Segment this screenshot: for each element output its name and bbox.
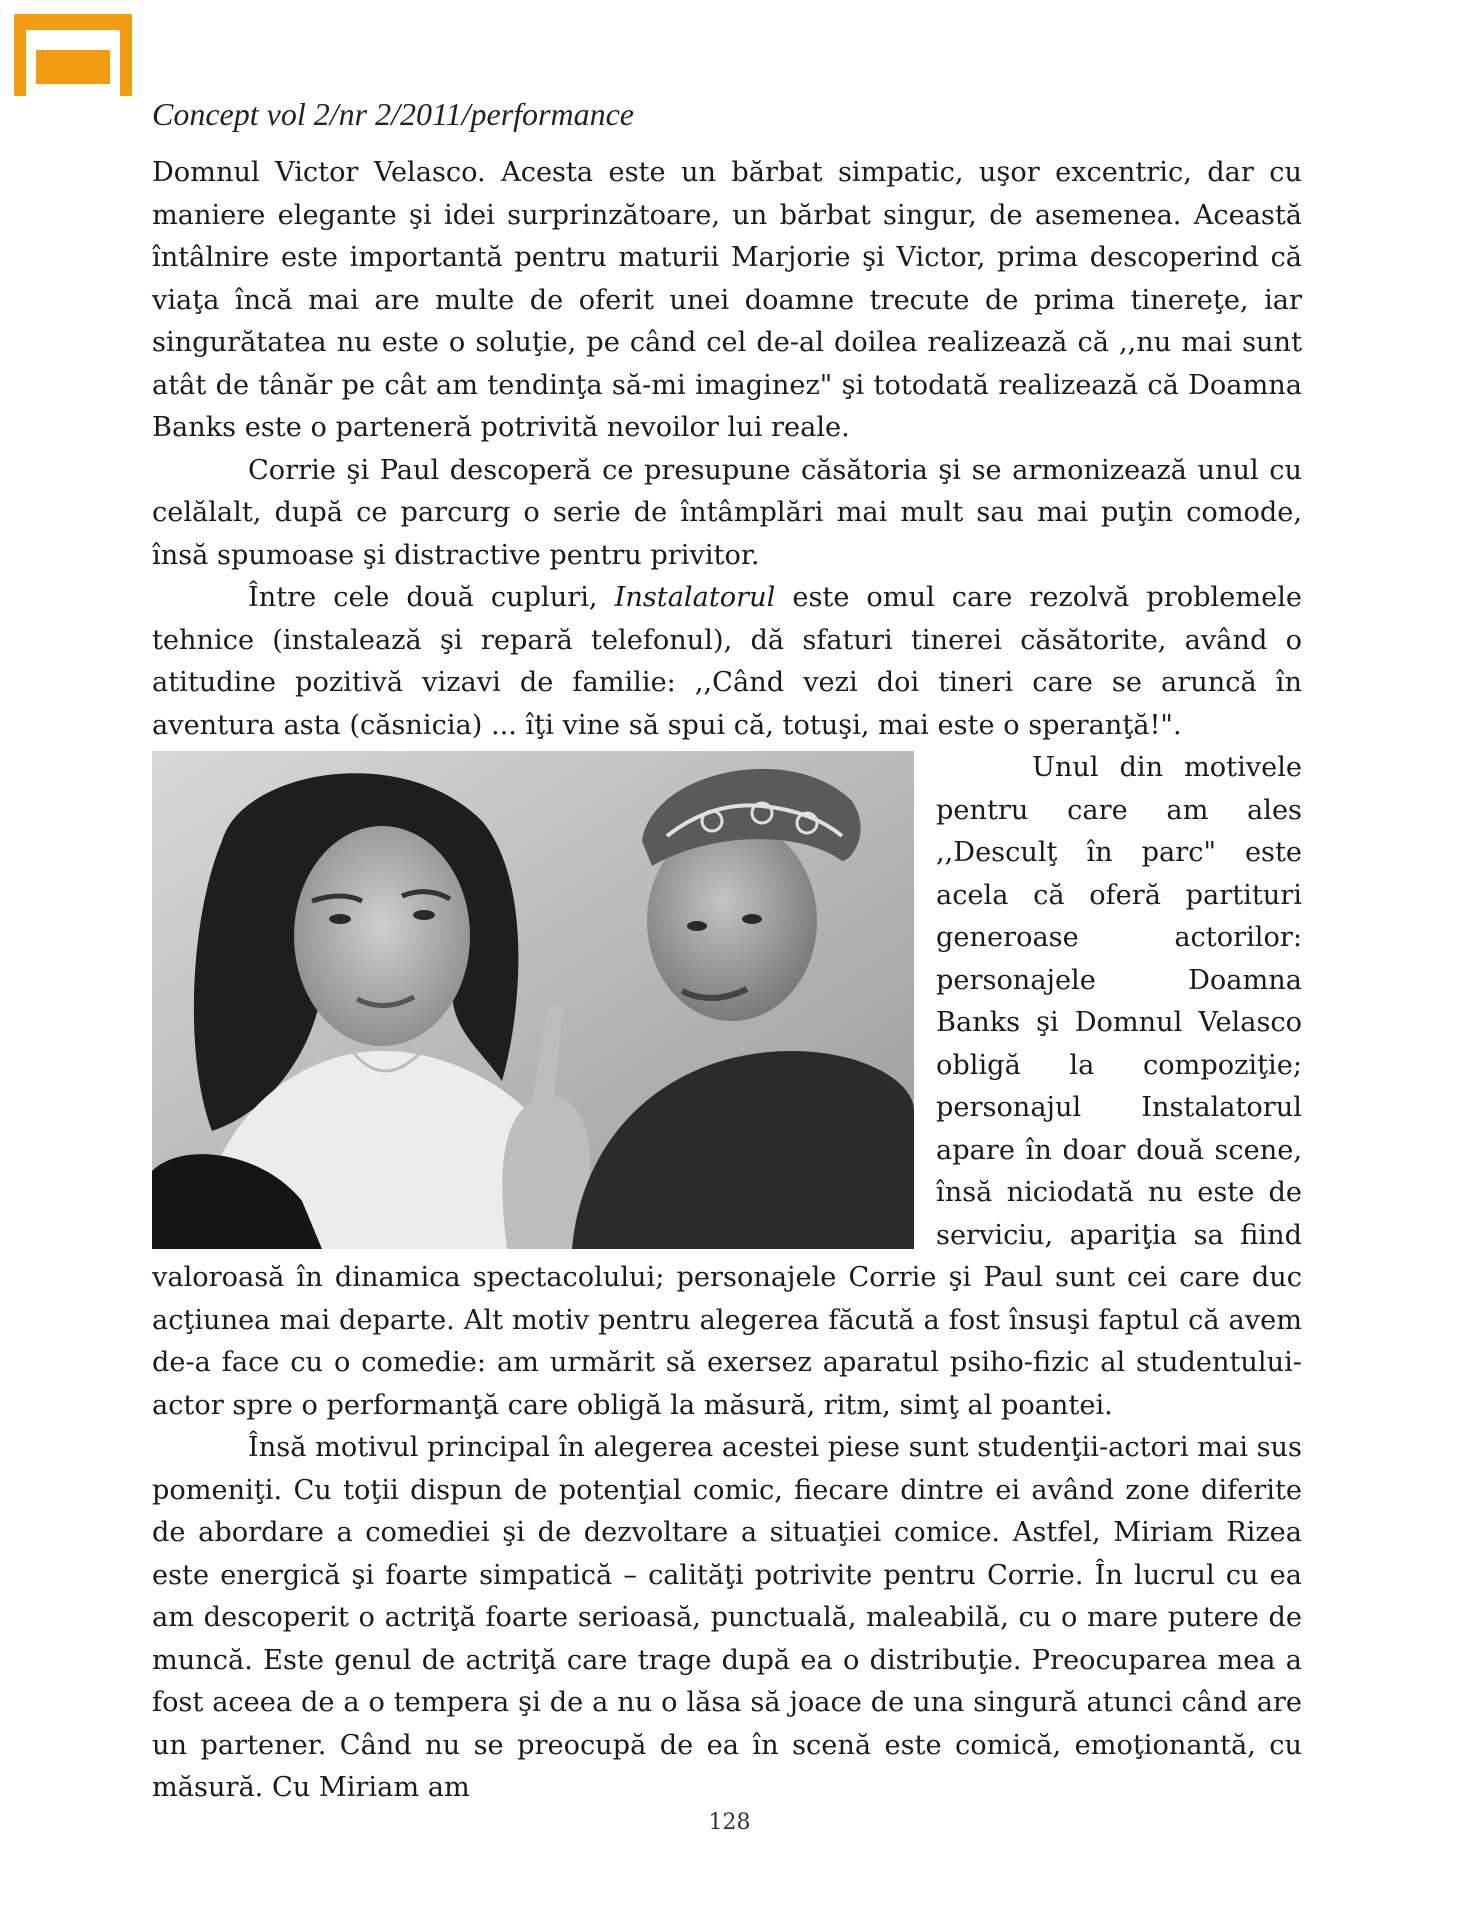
paragraph-4: Unul din motivele pentru care am ales ,,Desculţ în parc" este acela că oferă partituri generoase actorilor: personajele Doamna Banks şi Domnul Velasco obligă la compoziţie; personajul Instalatorul apare în doar două scene, însă niciodată nu este de serviciu, apariţia sa fiind valoroasă în dinamica spectacolului; personajele Corrie şi Paul sunt cei care duc acţiunea mai departe. Alt motiv pentru alegerea făcută a fost însuşi faptul că avem de-a face cu o comedie: am urmărit să exersez aparatul psiho-fizic al studentului-actor spre o performanţă care obligă la măsură, ritm, simţ al poantei.: [152, 752, 1302, 1421]
instalatorul-italic: Instalatorul: [614, 582, 776, 613]
page-number: 128: [708, 1810, 751, 1835]
article-body: [152, 152, 1302, 1810]
paragraph-3: [152, 577, 1302, 747]
paragraph-3-end: este omul care rezolvă problemele tehnice (instalează şi repară telefonul), dă sfaturi tinerei căsătorite, având o atitudine pozitivă vizavi de familie: ,,Când vezi doi tineri care se aruncă în aventura asta (căsnicia) ... îţi vine să spui că, totuşi, mai este o speranţă!".: [152, 582, 1302, 741]
performance-photo: [152, 751, 914, 1249]
journal-logo: [14, 14, 132, 96]
journal-header: Concept vol 2/nr 2/2011/performance: [152, 96, 634, 132]
paragraph-5: Însă motivul principal în alegerea acestei piese sunt studenţii-actori mai sus pomeniţi. Cu toţii dispun de potenţial comic, fiecare dintre ei având zone diferite de abordare a comediei şi de dezvoltare a situaţiei comice. Astfel, Miriam Rizea este energică şi foarte simpatică – calităţi potrivite pentru Corrie. În lucrul cu ea am descoperit o actriţă foarte serioasă, punctuală, maleabilă, cu o mare putere de muncă. Este genul de actriţă care trage după ea o distribuţie. Preocuparea mea a fost aceea de a o tempera şi de a nu o lăsa să joace de una singură atunci când are un partener. Când nu se preocupă de ea în scenă este comică, emoţionantă, cu măsură. Cu Miriam am: [152, 1432, 1302, 1803]
paragraph-3-start: Între cele două cupluri,: [248, 582, 615, 613]
actors-photo-illustration: [152, 751, 914, 1249]
paragraph-1: Domnul Victor Velasco. Acesta este un bărbat simpatic, uşor excentric, dar cu maniere elegante şi idei surprinzătoare, un bărbat singur, de asemenea. Această întâlnire este importantă pentru maturii Marjorie şi Victor, prima descoperind că viaţa încă mai are multe de oferit unei doamne trecute de prima tinereţe, iar singurătatea nu este o soluţie, pe când cel de-al doilea realizează că ,,nu mai sunt atât de tânăr pe cât am tendinţa să-mi imaginez" şi totodată realizează că Doamna Banks este o parteneră potrivită nevoilor lui reale.: [152, 157, 1302, 443]
paragraph-2: Corrie şi Paul descoperă ce presupune căsătoria şi se armonizează unul cu celălalt, după ce parcurg o serie de întâmplări mai mult sau mai puţin comode, însă spumoase şi distractive pentru privitor.: [152, 454, 1302, 571]
